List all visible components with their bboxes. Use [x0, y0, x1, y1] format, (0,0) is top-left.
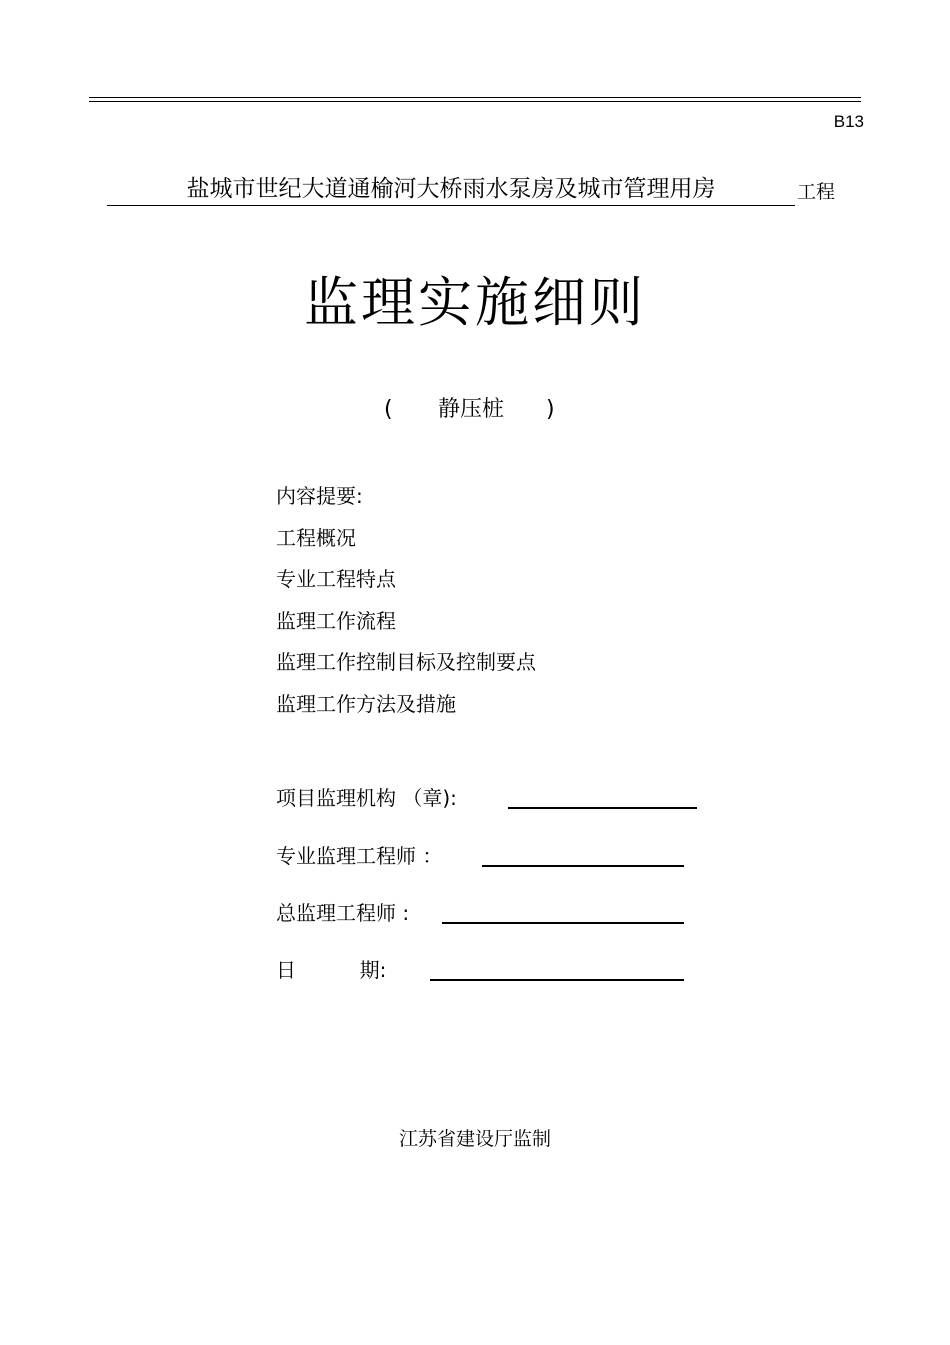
signature-org-line[interactable] [508, 807, 697, 809]
signature-specialist-row [276, 840, 686, 872]
header-rule-thin [89, 101, 861, 102]
form-code: B13 [833, 112, 864, 131]
contents-heading: 内容提要: [276, 484, 363, 508]
project-name-line [107, 172, 847, 206]
issuer-footer: 江苏省建设厅监制 [398, 1128, 551, 1150]
project-name-underline [107, 205, 795, 206]
signature-date-line[interactable] [430, 979, 684, 981]
contents-item: 监理工作方法及措施 [276, 691, 456, 716]
signature-date-label: 日 期: [276, 958, 387, 982]
signature-org-label: 项目监理机构 （章): [276, 786, 457, 810]
signature-date-row [276, 954, 686, 986]
project-name: 盐城市世纪大道通榆河大桥雨水泵房及城市管理用房 [186, 176, 716, 202]
project-suffix: 工程 [797, 181, 836, 203]
signature-specialist-line[interactable] [482, 865, 684, 867]
signature-chief-line[interactable] [442, 922, 684, 924]
contents-item: 监理工作流程 [276, 608, 396, 633]
signature-chief-row [276, 897, 686, 929]
contents-summary [276, 480, 696, 729]
document-title: 监理实施细则 [304, 271, 646, 334]
subtitle [378, 393, 568, 427]
contents-item: 工程概况 [276, 525, 356, 550]
contents-item: 专业工程特点 [276, 567, 396, 591]
subtitle-text: 静压桩 [438, 397, 505, 422]
signature-org-row [276, 782, 698, 814]
header-rule-thick [89, 97, 861, 98]
contents-item: 监理工作控制目标及控制要点 [276, 650, 536, 674]
subtitle-open-paren: ( [384, 397, 393, 422]
subtitle-close-paren: ) [546, 397, 555, 422]
signature-chief-label: 总监理工程师 : [276, 901, 410, 925]
signature-specialist-label: 专业监理工程师 ： [276, 844, 443, 868]
